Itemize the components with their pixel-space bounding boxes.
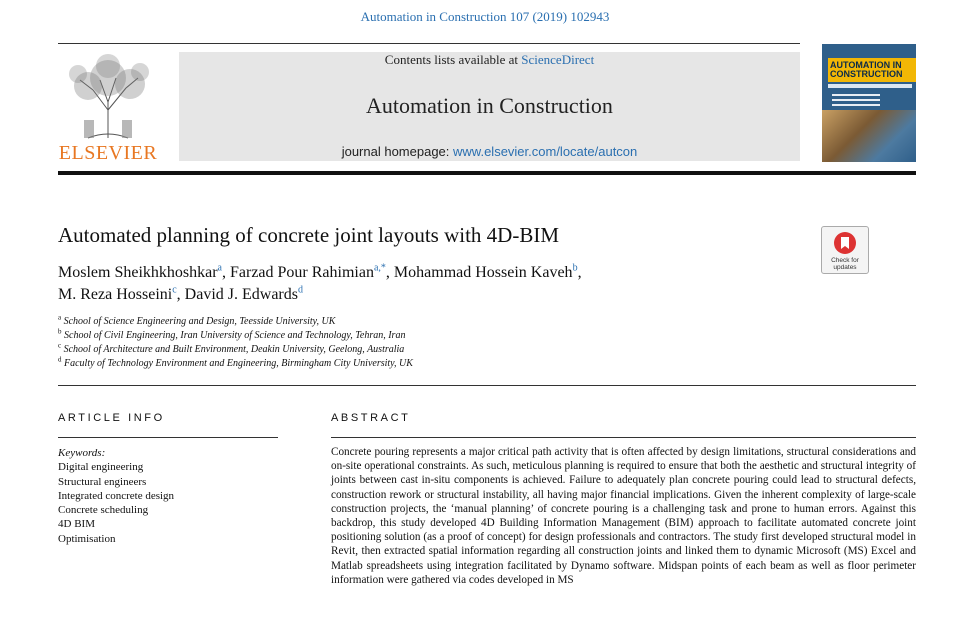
check-updates-line2: updates — [833, 264, 857, 271]
header-rule — [58, 43, 800, 44]
author-separator: , — [222, 264, 230, 281]
cover-subtitle-bar — [828, 84, 912, 88]
affiliation-item — [58, 343, 758, 357]
keyword-item: Integrated concrete design — [58, 489, 175, 502]
author-separator: , — [577, 264, 582, 281]
author-separator: , — [385, 264, 394, 281]
affiliation-text: School of Architecture and Built Environment, Deakin University, Geelong, Australia — [63, 344, 405, 355]
keyword-item: Optimisation — [58, 532, 116, 545]
article-info-rule — [58, 437, 278, 438]
affiliation-sup: c — [58, 341, 62, 350]
keyword-item: 4D BIM — [58, 518, 95, 531]
cover-text-line — [832, 99, 880, 101]
paper-title: Automated planning of concrete joint layouts with 4D-BIM — [58, 223, 559, 247]
contents-available — [179, 52, 800, 68]
author-affiliation-sup[interactable]: c — [172, 284, 177, 296]
journal-homepage — [179, 144, 800, 159]
journal-cover[interactable] — [822, 44, 916, 162]
keyword-item: Structural engineers — [58, 475, 147, 488]
affiliation-item — [58, 357, 758, 371]
elsevier-wordmark: ELSEVIER — [58, 142, 158, 164]
cover-text-line — [832, 104, 880, 106]
keywords-label: Keywords: — [58, 447, 106, 459]
section-rule — [58, 385, 916, 386]
affiliation-item — [58, 329, 758, 343]
abstract-heading: ABSTRACT — [331, 412, 411, 424]
affiliation-item — [58, 315, 758, 329]
check-for-updates-button[interactable] — [821, 226, 869, 274]
check-updates-label — [822, 257, 868, 271]
bookmark-icon — [834, 232, 856, 254]
author-affiliation-sup[interactable]: b — [572, 262, 578, 274]
journal-citation[interactable]: Automation in Construction 107 (2019) 102943 — [360, 9, 610, 24]
homepage-prefix: journal homepage: — [341, 144, 454, 159]
cover-title — [828, 58, 916, 82]
journal-banner — [179, 52, 800, 161]
keywords-list — [58, 446, 288, 546]
cover-title-line1: AUTOMATION IN — [830, 60, 902, 70]
sciencedirect-link[interactable]: ScienceDirect — [521, 52, 595, 67]
affiliation-text: Faculty of Technology Environment and Engineering, Birmingham City University, UK — [64, 358, 413, 369]
author-list — [58, 262, 758, 306]
cover-text-line — [832, 94, 880, 96]
affiliation-sup: d — [58, 355, 62, 364]
author-name[interactable]: Farzad Pour Rahimian — [230, 264, 374, 281]
affiliation-sup: a — [58, 313, 62, 322]
author-affiliation-sup[interactable]: d — [297, 284, 303, 296]
cover-image — [822, 110, 916, 162]
author-affiliation-sup[interactable]: a,* — [373, 262, 386, 274]
author-affiliation-sup[interactable]: a — [217, 262, 222, 274]
author-name[interactable]: David J. Edwards — [184, 286, 298, 303]
check-updates-line1: Check for — [831, 257, 859, 264]
journal-title: Automation in Construction — [366, 93, 613, 118]
abstract-text: Concrete pouring represents a major critical path activity that is often affected by design limitations, structural considerations and on-site operational constraints. As such, meticulous planning is required to ensure that both the aesthetic and structural integrity of joints between cast in-situ components is achieved. Failure to adequately plan concrete pouring could lead to structural defects, construction rework or structural instability, all having major financial implications. Given the inherent complexity of large-scale construction projects, the ‘manual planning’ of concrete pouring is a challenging task and prone to human errors. Against this backdrop, this study developed 4D Building Information Management (BIM) approach to facilitate automated concrete joint positioning solution (as a proof of concept) for design professionals and contractors. The study first developed structural model in Revit, then extracted spatial information regarding all construction joints and linked them to dynamic Microsoft (MS) Excel and Matlab spreadsheets using integration facilitated by Dynamo software. Midspan points of each beam as well as floor perimeter information were gathered via codes developed in MS — [331, 446, 916, 586]
affiliation-list — [58, 315, 758, 371]
author-name[interactable]: M. Reza Hosseini — [58, 286, 173, 303]
article-info-heading: ARTICLE INFO — [58, 412, 165, 424]
contents-prefix: Contents lists available at — [384, 52, 522, 67]
keyword-item: Concrete scheduling — [58, 504, 149, 517]
affiliation-text: School of Science Engineering and Design, Teesside University, UK — [63, 316, 336, 327]
homepage-link[interactable]: www.elsevier.com/locate/autcon — [453, 144, 638, 159]
author-separator: , — [176, 286, 185, 303]
keyword-item: Digital engineering — [58, 461, 144, 474]
author-name[interactable]: Moslem Sheikhkhoshkar — [58, 264, 218, 281]
abstract-rule — [331, 437, 916, 438]
affiliation-text: School of Civil Engineering, Iran University of Science and Technology, Tehran, Iran — [64, 330, 406, 341]
cover-title-line2: CONSTRUCTION — [830, 69, 903, 79]
header-thick-rule — [58, 171, 916, 175]
author-name[interactable]: Mohammad Hossein Kaveh — [393, 264, 573, 281]
affiliation-sup: b — [58, 327, 62, 336]
